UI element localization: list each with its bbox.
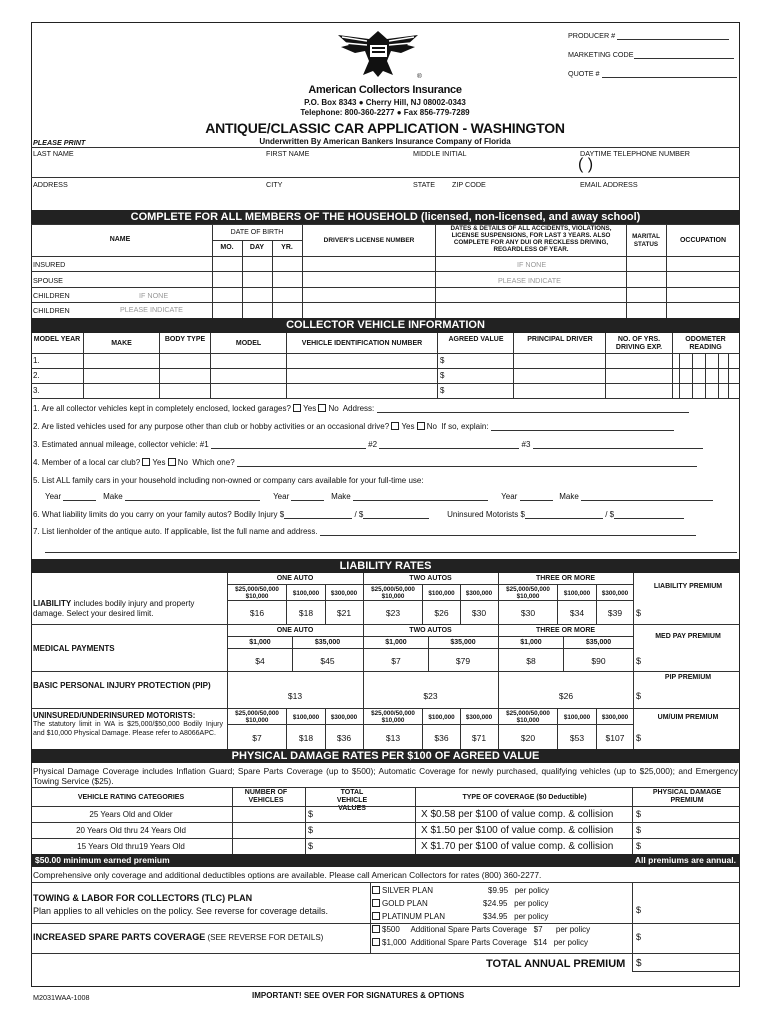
pip-premium-dollar: $ xyxy=(636,691,642,701)
liab-rate-1: $16 xyxy=(249,608,265,618)
pip-premium-header: PIP PREMIUM xyxy=(664,674,712,681)
liab-limit-1a: $25,000/50,000 $10,000 xyxy=(235,586,279,600)
spare-1000-checkbox[interactable] xyxy=(372,938,380,946)
liab-limit-3b: $100,000 xyxy=(563,590,591,597)
liab-rate-3: $21 xyxy=(336,608,352,618)
vehicle-row-3: 3. xyxy=(33,386,40,395)
liab-rate-4: $23 xyxy=(385,608,401,618)
liab-rate-2: $18 xyxy=(298,608,314,618)
producer-label: PRODUCER # xyxy=(568,31,729,40)
um-rate-7: $20 xyxy=(520,733,536,743)
med-rate-6: $90 xyxy=(591,656,606,666)
premium-dollar-3: $ xyxy=(636,841,642,851)
spare-parts-title: INCREASED SPARE PARTS COVERAGE (SEE REVERSE FOR DETAILS) xyxy=(33,932,324,942)
col-marital: MARITAL STATUS xyxy=(632,233,660,248)
please-indicate-hint-2: PLEASE INDICATE xyxy=(120,305,183,314)
um-rate-4: $13 xyxy=(385,733,401,743)
liab-limit-3c: $300,000 xyxy=(601,590,629,597)
coverage-rate-3: X $1.70 per $100 of value comp. & collision xyxy=(421,841,614,852)
um-limit-3b: $100,000 xyxy=(563,714,591,721)
med-limit-1b: $35,000 xyxy=(314,639,341,646)
q4-yes-checkbox[interactable] xyxy=(142,458,150,466)
med-limit-3a: $1,000 xyxy=(520,639,542,646)
physical-damage-desc: Physical Damage Coverage includes Inflation Guard; Spare Parts Coverage (up to $500); Automatic Coverage for newly purchased, qualifying vehicles (up to $25,000); and Emergency Towing Service ($25). xyxy=(33,766,738,786)
med-rate-4: $79 xyxy=(455,656,471,666)
company-phone: Telephone: 800-360-2277 ● Fax 856-779-7289 xyxy=(300,108,470,117)
med-two-autos: TWO AUTOS xyxy=(409,627,452,634)
col-model-year: MODEL YEAR xyxy=(33,336,81,343)
med-rate-2: $45 xyxy=(320,656,335,666)
if-none-hint-2: IF NONE xyxy=(139,291,169,300)
med-one-auto: ONE AUTO xyxy=(276,627,314,634)
med-limit-2b: $35,000 xyxy=(450,639,476,646)
total-annual-premium-label: TOTAL ANNUAL PREMIUM xyxy=(486,958,626,970)
question-7: 7. List lienholder of the antique auto. If applicable, list the full name and address. xyxy=(33,527,696,536)
um-rate-8: $53 xyxy=(569,733,585,743)
liab-rate-9: $39 xyxy=(607,608,623,618)
col-mo: MO. xyxy=(220,244,234,251)
vehicle-row-2: 2. xyxy=(33,371,40,380)
col-yr: YR. xyxy=(281,244,293,251)
premium-dollar-2: $ xyxy=(636,825,642,835)
form-code: M2031WAA-1008 xyxy=(33,993,90,1002)
liab-limit-1c: $300,000 xyxy=(330,590,358,597)
col-agreed-value: AGREED VALUE xyxy=(448,336,504,343)
liab-limit-3a: $25,000/50,000 $10,000 xyxy=(506,586,550,600)
rating-cat-2: 20 Years Old thru 24 Years Old xyxy=(76,826,186,835)
um-label: UNINSURED/UNDERINSURED MOTORISTS: xyxy=(33,711,196,720)
q2-no-checkbox[interactable] xyxy=(417,422,425,430)
first-name-field[interactable] xyxy=(266,158,406,176)
um-premium-dollar: $ xyxy=(636,733,642,743)
col-day: DAY xyxy=(249,244,265,251)
important-notice: IMPORTANT! SEE OVER FOR SIGNATURES & OPTIONS xyxy=(252,991,465,1000)
um-rate-9: $107 xyxy=(605,733,625,743)
med-rate-1: $4 xyxy=(255,656,265,666)
phone-label: DAYTIME TELEPHONE NUMBER xyxy=(580,149,690,158)
med-limit-2a: $1,000 xyxy=(385,639,407,646)
question-4: 4. Member of a local car club? Yes No Which one? xyxy=(33,458,697,467)
liab-limit-1b: $100,000 xyxy=(292,590,320,597)
col-dates: DATES & DETAILS OF ALL ACCIDENTS, VIOLATIONS, LICENSE SUSPENSIONS, FOR LAST 3 YEARS. ALSO COMPLETE FOR ANY DUI OR RECKLESS DRIVING, REGARDLESS OF YEAR. xyxy=(450,225,612,253)
email-label: EMAIL ADDRESS xyxy=(580,180,638,189)
underwritten-by: Underwritten By American Bankers Insurance Company of Florida xyxy=(259,137,511,146)
um-limit-3a: $25,000/50,000 $10,000 xyxy=(506,710,550,724)
med-pay-label: MEDICAL PAYMENTS xyxy=(33,644,115,653)
row-spouse: SPOUSE xyxy=(33,276,63,285)
marketing-code-label: MARKETING CODE xyxy=(568,50,734,59)
liab-premium-dollar: $ xyxy=(636,608,642,618)
spare-500-checkbox[interactable] xyxy=(372,925,380,933)
rating-cat-3: 15 Years Old thru19 Years Old xyxy=(77,842,185,851)
liab-rate-7: $30 xyxy=(520,608,536,618)
agreed-dollar-2: $ xyxy=(440,371,445,380)
tlc-desc: Plan applies to all vehicles on the policy. See reverse for coverage details. xyxy=(33,906,328,916)
eagle-logo-icon xyxy=(337,27,419,79)
question-2: 2. Are listed vehicles used for any purpose other than club or hobby activities or an occasional drive? Yes No If so, explain: xyxy=(33,422,674,431)
premium-dollar-1: $ xyxy=(636,809,642,819)
platinum-plan-checkbox[interactable] xyxy=(372,912,380,920)
liability-label: LIABILITY includes bodily injury and property damage. Select your desired limit. xyxy=(33,599,195,618)
um-rate-6: $71 xyxy=(471,733,487,743)
liab-one-auto: ONE AUTO xyxy=(276,575,314,582)
spare-500-option[interactable]: $500 Additional Spare Parts Coverage $7 per policy xyxy=(372,925,590,934)
col-body-type: BODY TYPE xyxy=(164,336,206,343)
zip-label: ZIP CODE xyxy=(452,180,486,189)
spare-premium-dollar: $ xyxy=(636,932,642,942)
um-limit-2b: $100,000 xyxy=(428,714,455,721)
tlc-platinum-price: $34.95 per policy xyxy=(483,912,549,921)
please-indicate-hint-1: PLEASE INDICATE xyxy=(498,276,561,285)
col-physical-premium: PHYSICAL DAMAGE PREMIUM xyxy=(652,789,722,804)
address-field[interactable] xyxy=(33,189,738,207)
phone-parens: ( ) xyxy=(578,156,594,173)
total-dollar-3: $ xyxy=(308,841,314,851)
total-premium-dollar: $ xyxy=(636,958,642,969)
um-limit-1a: $25,000/50,000 $10,000 xyxy=(235,710,279,724)
col-principal-driver: PRINCIPAL DRIVER xyxy=(527,336,593,343)
med-limit-1a: $1,000 xyxy=(249,639,271,646)
quote-label: QUOTE # xyxy=(568,69,737,78)
col-total-values: TOTAL VEHICLE VALUES xyxy=(336,789,368,812)
total-dollar-2: $ xyxy=(308,825,314,835)
agreed-dollar-1: $ xyxy=(440,356,445,365)
first-name-label: FIRST NAME xyxy=(266,149,310,158)
col-name: NAME xyxy=(109,236,131,243)
family-cars-row: Year Make Year Make Year Make xyxy=(45,492,713,501)
pip-rate-2: $23 xyxy=(423,691,438,701)
last-name-label: LAST NAME xyxy=(33,149,74,158)
um-limit-2a: $25,000/50,000 $10,000 xyxy=(371,710,415,724)
middle-initial-label: MIDDLE INITIAL xyxy=(413,149,467,158)
med-rate-3: $7 xyxy=(391,656,401,666)
liab-limit-2c: $300,000 xyxy=(465,590,493,597)
page-title: ANTIQUE/CLASSIC CAR APPLICATION - WASHINGTON xyxy=(205,120,565,136)
col-coverage-type: TYPE OF COVERAGE ($0 Deductible) xyxy=(462,794,587,801)
col-years-exp: NO. OF YRS. DRIVING EXP. xyxy=(615,336,663,351)
q1-yes-checkbox[interactable] xyxy=(293,404,301,412)
question-5: 5. List ALL family cars in your household including non-owned or company cars available for your full-time use: xyxy=(33,476,424,485)
liab-rate-8: $34 xyxy=(569,608,585,618)
tlc-title: TOWING & LABOR FOR COLLECTORS (TLC) PLAN xyxy=(33,893,253,903)
col-occupation: OCCUPATION xyxy=(679,237,727,244)
coverage-rate-1: X $0.58 per $100 of value comp. & collision xyxy=(421,809,614,820)
silver-plan-checkbox[interactable] xyxy=(372,886,380,894)
row-children-1: CHILDREN xyxy=(33,291,70,300)
liab-premium-header: LIABILITY PREMIUM xyxy=(653,583,723,590)
question-1: 1. Are all collector vehicles kept in completely enclosed, locked garages? Yes No Address: xyxy=(33,404,689,413)
household-header: COMPLETE FOR ALL MEMBERS OF THE HOUSEHOLD (licensed, non-licensed, and away school) xyxy=(31,210,740,224)
tlc-silver-option[interactable]: SILVER PLAN xyxy=(372,886,433,895)
question-3: 3. Estimated annual mileage, collector vehicle: #1 #2 #3 xyxy=(33,440,703,449)
col-dob: DATE OF BIRTH xyxy=(230,229,284,236)
um-rate-1: $7 xyxy=(252,733,262,743)
med-three-more: THREE OR MORE xyxy=(535,627,596,634)
physical-damage-header: PHYSICAL DAMAGE RATES PER $100 OF AGREED VALUE xyxy=(31,749,740,763)
row-insured: INSURED xyxy=(33,260,66,269)
tlc-silver-price: $9.95 per policy xyxy=(488,886,549,895)
med-premium-dollar: $ xyxy=(636,656,642,666)
agreed-dollar-3: $ xyxy=(440,386,445,395)
city-label: CITY xyxy=(266,180,283,189)
col-make: MAKE xyxy=(111,340,132,347)
um-note: The statutory limit in WA is $25,000/$50,000 Bodily Injury and $10,000 Physical Damage. Please refer to A8066APC. xyxy=(33,721,223,737)
address-label: ADDRESS xyxy=(33,180,68,189)
col-model: MODEL xyxy=(235,340,262,347)
if-none-hint-1: IF NONE xyxy=(517,260,547,269)
pip-rate-3: $26 xyxy=(558,691,574,701)
pip-rate-1: $13 xyxy=(287,691,303,701)
last-name-field[interactable] xyxy=(33,158,258,176)
comprehensive-note: Comprehensive only coverage and additional deductibles options are available. Please call American Collectors for rates (800) 360-2277. xyxy=(33,870,542,880)
gold-plan-checkbox[interactable] xyxy=(372,899,380,907)
q4-no-checkbox[interactable] xyxy=(168,458,176,466)
liab-rate-5: $26 xyxy=(434,608,449,618)
company-name: American Collectors Insurance xyxy=(308,84,462,96)
liab-rate-6: $30 xyxy=(471,608,487,618)
minimum-premium-bar: $50.00 minimum earned premium All premiums are annual. xyxy=(31,854,740,867)
um-rate-3: $36 xyxy=(336,733,352,743)
tlc-gold-price: $24.95 per policy xyxy=(483,899,549,908)
um-limit-2c: $300,000 xyxy=(465,714,493,721)
question-6: 6. What liability limits do you carry on your family autos? Bodily Injury $ / $ Uninsured Motorists $ / $ xyxy=(33,510,684,519)
col-num-vehicles: NUMBER OF VEHICLES xyxy=(244,789,288,804)
tlc-premium-dollar: $ xyxy=(636,905,642,915)
um-limit-3c: $300,000 xyxy=(601,714,629,721)
um-rate-2: $18 xyxy=(298,733,314,743)
um-limit-1b: $100,000 xyxy=(292,714,320,721)
um-rate-5: $36 xyxy=(434,733,449,743)
med-limit-3b: $35,000 xyxy=(585,639,612,646)
spare-1000-option[interactable]: $1,000 Additional Spare Parts Coverage $14 per policy xyxy=(372,938,588,947)
vehicle-header: COLLECTOR VEHICLE INFORMATION xyxy=(31,318,740,333)
med-rate-5: $8 xyxy=(526,656,536,666)
um-limit-1c: $300,000 xyxy=(330,714,358,721)
col-rating-categories: VEHICLE RATING CATEGORIES xyxy=(77,794,185,801)
col-license: DRIVER'S LICENSE NUMBER xyxy=(323,237,415,244)
q2-yes-checkbox[interactable] xyxy=(391,422,399,430)
col-vin: VEHICLE IDENTIFICATION NUMBER xyxy=(301,340,423,347)
col-odometer: ODOMETER READING xyxy=(685,336,726,351)
company-address: P.O. Box 8343 ● Cherry Hill, NJ 08002-0343 xyxy=(304,98,466,107)
liab-two-autos: TWO AUTOS xyxy=(409,575,452,582)
coverage-rate-2: X $1.50 per $100 of value comp. & collision xyxy=(421,825,614,836)
liab-limit-2a: $25,000/50,000 $10,000 xyxy=(371,586,415,600)
middle-initial-field[interactable] xyxy=(413,158,573,176)
please-print: PLEASE PRINT xyxy=(33,138,86,147)
um-premium-header: UM/UIM PREMIUM xyxy=(657,714,719,721)
vehicle-row-1: 1. xyxy=(33,356,40,365)
liab-limit-2b: $100,000 xyxy=(428,590,455,597)
rating-cat-1: 25 Years Old and Older xyxy=(89,810,173,819)
liab-three-more: THREE OR MORE xyxy=(535,575,596,582)
total-dollar-1: $ xyxy=(308,809,314,819)
pip-label: BASIC PERSONAL INJURY PROTECTION (PIP) xyxy=(33,681,211,690)
liability-header: LIABILITY RATES xyxy=(31,559,740,573)
row-children-2: CHILDREN xyxy=(33,306,70,315)
registered-mark: ® xyxy=(417,73,422,80)
state-label: STATE xyxy=(413,180,436,189)
q1-no-checkbox[interactable] xyxy=(318,404,326,412)
med-premium-header: MED PAY PREMIUM xyxy=(655,633,721,640)
tlc-gold-option[interactable]: GOLD PLAN xyxy=(372,899,428,908)
tlc-platinum-option[interactable]: PLATINUM PLAN xyxy=(372,912,445,921)
